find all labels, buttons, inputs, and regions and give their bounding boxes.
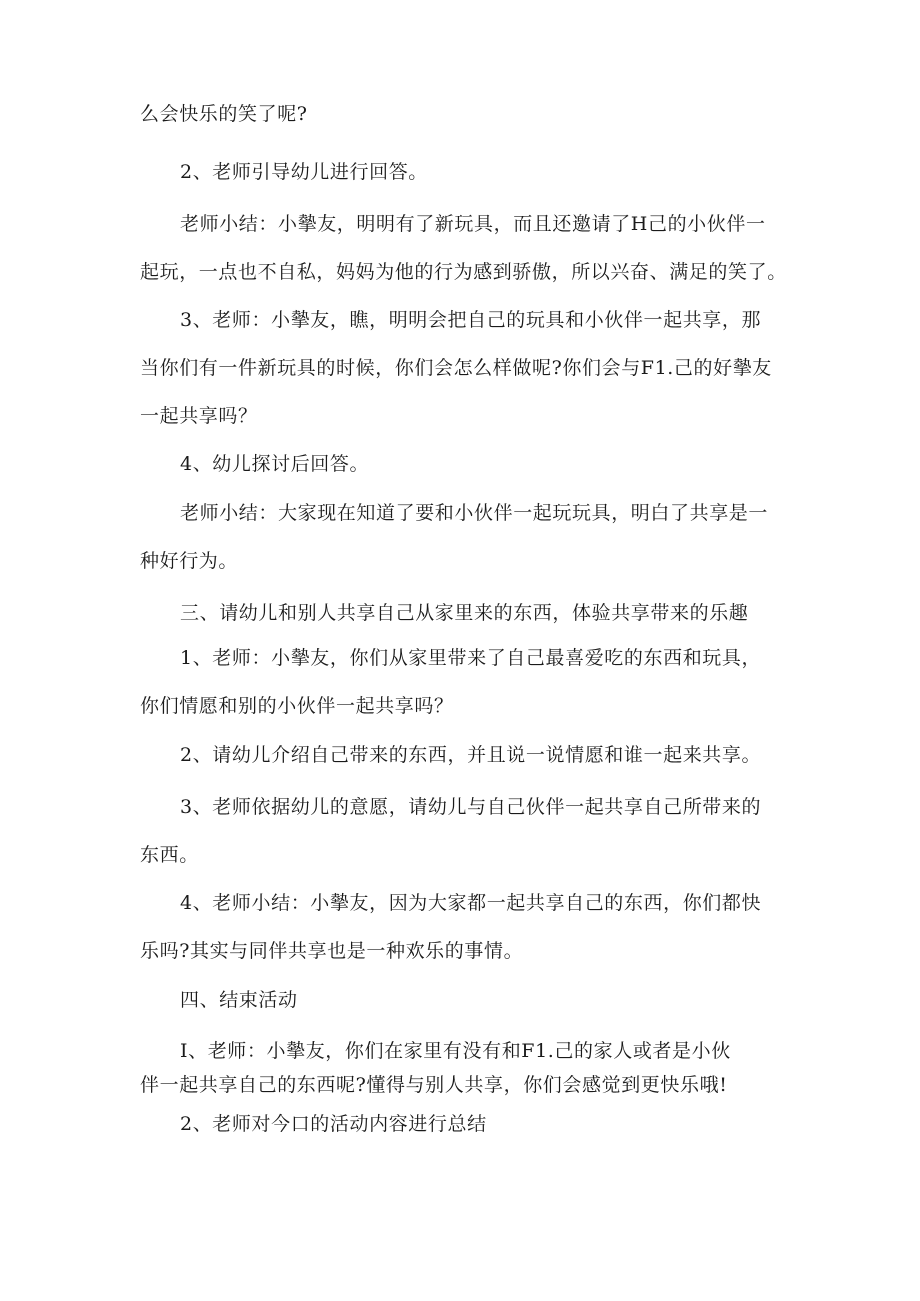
text-line: 4、幼儿探讨后回答。 xyxy=(180,453,370,475)
text-line: 老师小结：小摰友，明明有了新玩具，而且还邀请了H己的小伙伴一 xyxy=(180,213,766,235)
section-heading: 三、请幼儿和别人共享自己从家里来的东西，体验共享带来的乐趣 xyxy=(180,602,749,624)
text-line: 老师小结：大家现在知道了要和小伙伴一起玩玩具，明白了共享是一 xyxy=(180,502,769,524)
text-line: I、老师：小摰友，你们在家里有没有和F1.己的家人或者是小伙 xyxy=(180,1040,731,1062)
text-line: 2、请幼儿介绍自己带来的东西，并且说一说情愿和谁一起来共享。 xyxy=(180,744,762,766)
text-line: 2、老师对今口的活动内容进行总结 xyxy=(180,1113,487,1135)
section-heading: 四、结束活动 xyxy=(180,989,298,1011)
text-line: 起玩，一点也不自私，妈妈为他的行为感到骄傲，所以兴奋、满足的笑了。 xyxy=(140,261,787,283)
text-line: 当你们有一件新玩具的时候，你们会怎么样做呢?你们会与F1.己的好摰友 xyxy=(140,357,772,379)
text-line: 1、老师：小摰友，你们从家里带来了自己最喜爱吃的东西和玩具， xyxy=(180,647,762,669)
text-line: 一起共享吗？ xyxy=(140,405,258,427)
text-line: 种好行为。 xyxy=(140,550,239,572)
text-line: 3、老师：小摰友，瞧，明明会把自己的玩具和小伙伴一起共享，那 xyxy=(180,309,762,331)
text-line: 么会快乐的笑了呢? xyxy=(140,103,308,125)
text-line: 伴一起共享自己的东西呢?懂得与别人共享，你们会感觉到更快乐哦! xyxy=(140,1074,728,1096)
text-line: 你们情愿和别的小伙伴一起共享吗？ xyxy=(140,695,454,717)
text-line: 2、老师引导幼儿进行回答。 xyxy=(180,161,428,183)
text-line: 乐吗?其实与同伴共享也是一种欢乐的事情。 xyxy=(140,940,524,962)
text-line: 东西。 xyxy=(140,844,199,866)
text-line: 3、老师依据幼儿的意愿，请幼儿与自己伙伴一起共享自己所带来的 xyxy=(180,796,762,818)
text-line: 4、老师小结：小摰友，因为大家都一起共享自己的东西，你们都快 xyxy=(180,892,762,914)
